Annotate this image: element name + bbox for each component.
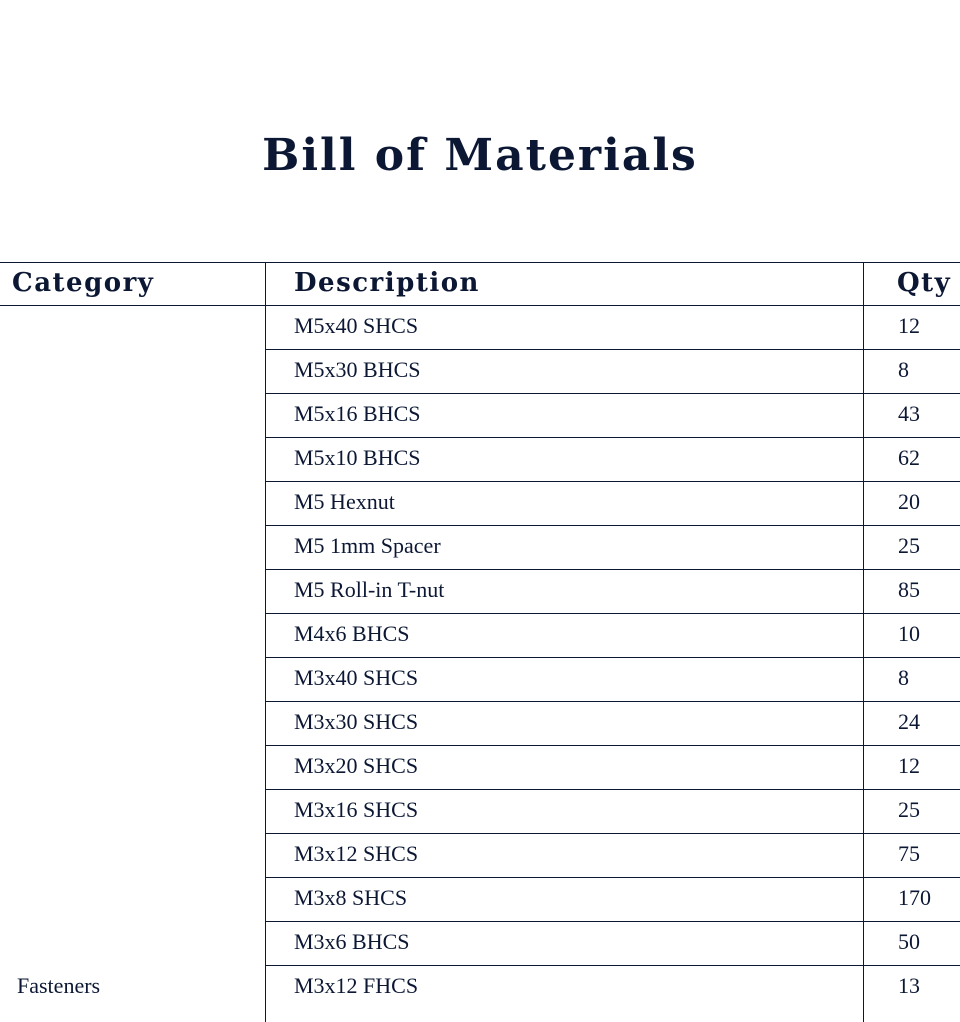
cell-qty: 8	[898, 357, 909, 382]
cell-description: M5 Hexnut	[294, 489, 395, 514]
cell-description: M5x16 BHCS	[294, 401, 421, 426]
cell-description: M3x16 SHCS	[294, 797, 419, 822]
bom-table	[0, 262, 960, 998]
cell-qty: 25	[898, 797, 920, 822]
header-qty: Qty	[897, 268, 952, 298]
cell-qty: 10	[898, 621, 920, 646]
cell-qty: 24	[898, 709, 920, 734]
cell-description: M3x20 SHCS	[294, 753, 419, 778]
cell-description: M3x6 BHCS	[294, 929, 410, 954]
table-row	[0, 526, 960, 570]
table-row	[0, 702, 960, 746]
table-row	[0, 834, 960, 878]
cell-description: M5x30 BHCS	[294, 357, 421, 382]
category-cell-fasteners: Fasteners	[17, 973, 101, 998]
table-row	[0, 570, 960, 614]
cell-qty: 43	[898, 401, 920, 426]
cell-qty: 170	[898, 885, 931, 910]
cell-qty: 12	[898, 313, 920, 338]
cell-qty: 75	[898, 841, 920, 866]
cell-qty: 13	[898, 973, 920, 998]
table-row	[0, 966, 960, 1010]
cell-description: M5x10 BHCS	[294, 445, 421, 470]
table-row	[0, 394, 960, 438]
cell-description: M3x12 SHCS	[294, 841, 419, 866]
cell-description: M3x40 SHCS	[294, 665, 419, 690]
table-body	[0, 306, 960, 1010]
table-row	[0, 438, 960, 482]
cell-qty: 62	[898, 445, 920, 470]
table-header-row	[0, 262, 960, 306]
cell-qty: 8	[898, 665, 909, 690]
cell-description: M3x8 SHCS	[294, 885, 408, 910]
cell-description: M3x12 FHCS	[294, 973, 419, 998]
table-row	[0, 614, 960, 658]
table-row	[0, 922, 960, 966]
cell-qty: 50	[898, 929, 920, 954]
cell-qty: 20	[898, 489, 920, 514]
cell-qty: 25	[898, 533, 920, 558]
table-row	[0, 790, 960, 834]
cell-description: M5x40 SHCS	[294, 313, 419, 338]
header-description: Description	[294, 268, 480, 298]
page-title: Bill of Materials	[262, 130, 698, 181]
table-row	[0, 658, 960, 702]
cell-description: M3x30 SHCS	[294, 709, 419, 734]
cell-description: M5 1mm Spacer	[294, 533, 441, 558]
table-row	[0, 350, 960, 394]
cell-qty: 85	[898, 577, 920, 602]
cell-qty: 12	[898, 753, 920, 778]
cell-description: M4x6 BHCS	[294, 621, 410, 646]
table-row	[0, 306, 960, 350]
table-row	[0, 878, 960, 922]
table-row	[0, 746, 960, 790]
cell-description: M5 Roll-in T-nut	[294, 577, 445, 602]
header-category: Category	[12, 268, 155, 298]
table-row	[0, 482, 960, 526]
